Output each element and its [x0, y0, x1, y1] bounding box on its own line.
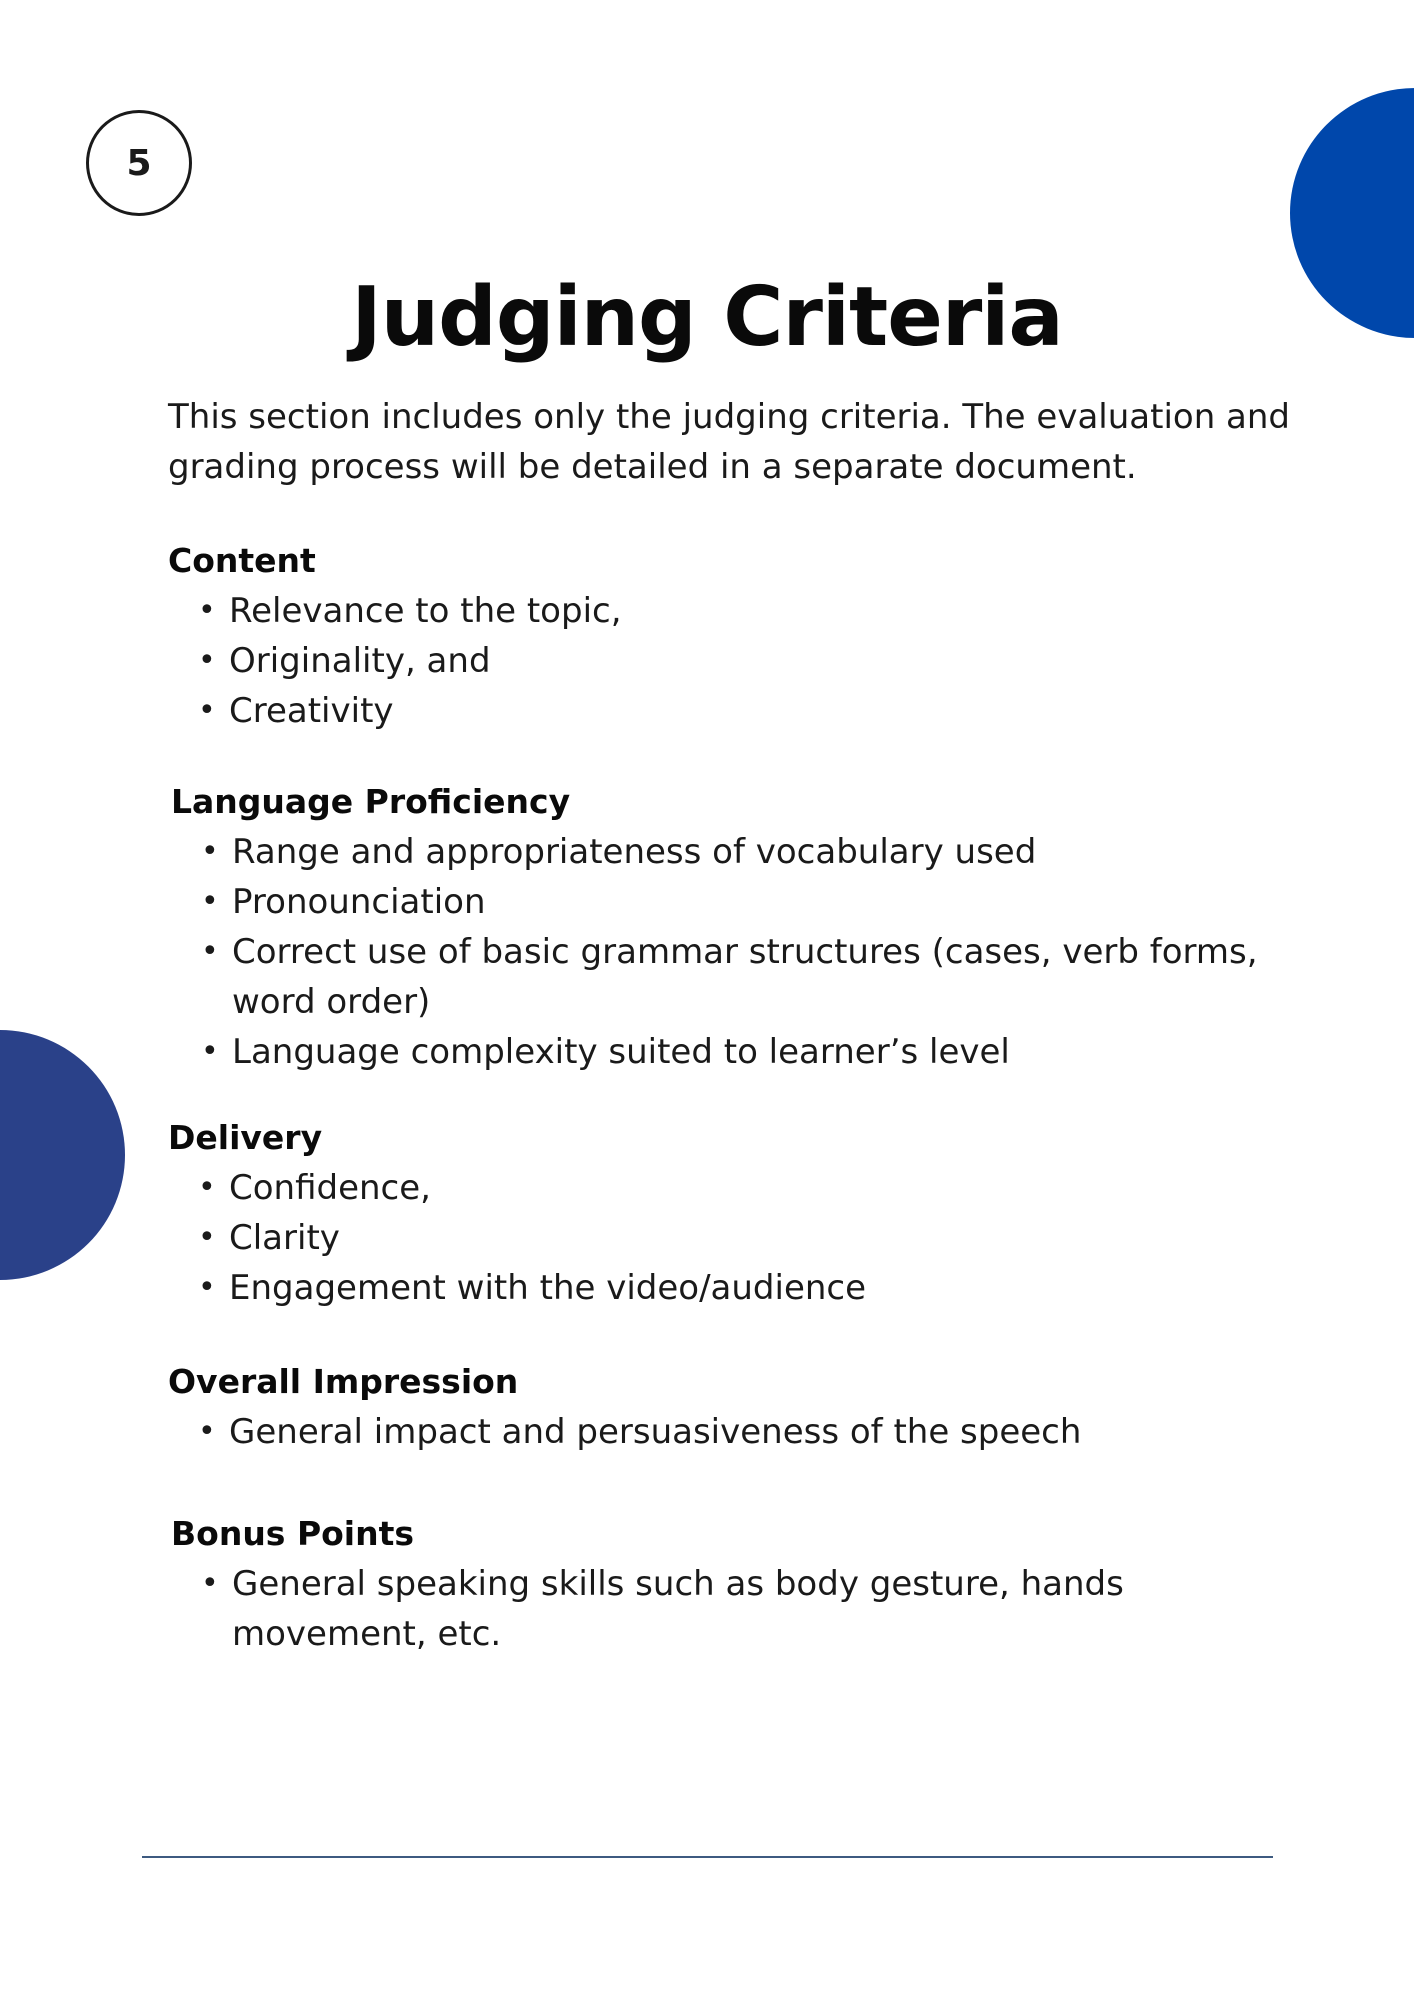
criteria-list [171, 827, 1311, 1077]
list-item: • Engagement with the video/audience [229, 1263, 1308, 1313]
section-heading: Content [168, 541, 316, 580]
bullet-icon: • [201, 1566, 219, 1601]
page-number-badge [86, 110, 192, 216]
section-heading: Bonus Points [171, 1514, 415, 1553]
bullet-icon: • [198, 1220, 216, 1255]
bullet-icon: • [198, 1270, 216, 1305]
list-item: • Creativity [229, 686, 1308, 736]
bullet-icon: • [198, 593, 216, 628]
section-language-proficiency [171, 777, 1311, 1077]
list-item: • Clarity [229, 1213, 1308, 1263]
list-item: • Language complexity suited to learner’s level [232, 1027, 1311, 1077]
page-number: 5 [126, 142, 152, 184]
section-content [168, 536, 1308, 736]
footer-divider [142, 1856, 1273, 1858]
bullet-icon: • [198, 643, 216, 678]
criteria-list [171, 1559, 1171, 1659]
page-title: Judging Criteria [351, 270, 1063, 365]
bullet-icon: • [198, 1414, 216, 1449]
section-delivery [168, 1113, 1308, 1313]
list-item: • General speaking skills such as body gesture, hands movement, etc. [232, 1559, 1171, 1659]
intro-paragraph: This section includes only the judging criteria. The evaluation and grading process will be detailed in a separate document. [168, 397, 1291, 487]
list-item: • Range and appropriateness of vocabulary used [232, 827, 1311, 877]
decorative-circle-left [0, 1030, 125, 1280]
bullet-icon: • [201, 1034, 219, 1069]
bullet-icon: • [198, 1170, 216, 1205]
bullet-icon: • [201, 834, 219, 869]
bullet-icon: • [201, 884, 219, 919]
bullet-icon: • [198, 693, 216, 728]
section-heading: Overall Impression [168, 1362, 519, 1401]
list-item: • Originality, and [229, 636, 1308, 686]
section-heading: Delivery [168, 1118, 323, 1157]
criteria-list [168, 586, 1308, 736]
list-item: • Correct use of basic grammar structures (cases, verb forms, word order) [232, 927, 1311, 1027]
section-bonus-points [171, 1509, 1171, 1659]
criteria-list [168, 1163, 1308, 1313]
section-overall-impression [168, 1357, 1308, 1457]
criteria-list [168, 1407, 1308, 1457]
list-item: • Pronounciation [232, 877, 1311, 927]
bullet-icon: • [201, 934, 219, 969]
list-item: • Relevance to the topic, [229, 586, 1308, 636]
list-item: • Confidence, [229, 1163, 1308, 1213]
list-item: • General impact and persuasiveness of the speech [229, 1407, 1308, 1457]
section-heading: Language Proficiency [171, 782, 571, 821]
